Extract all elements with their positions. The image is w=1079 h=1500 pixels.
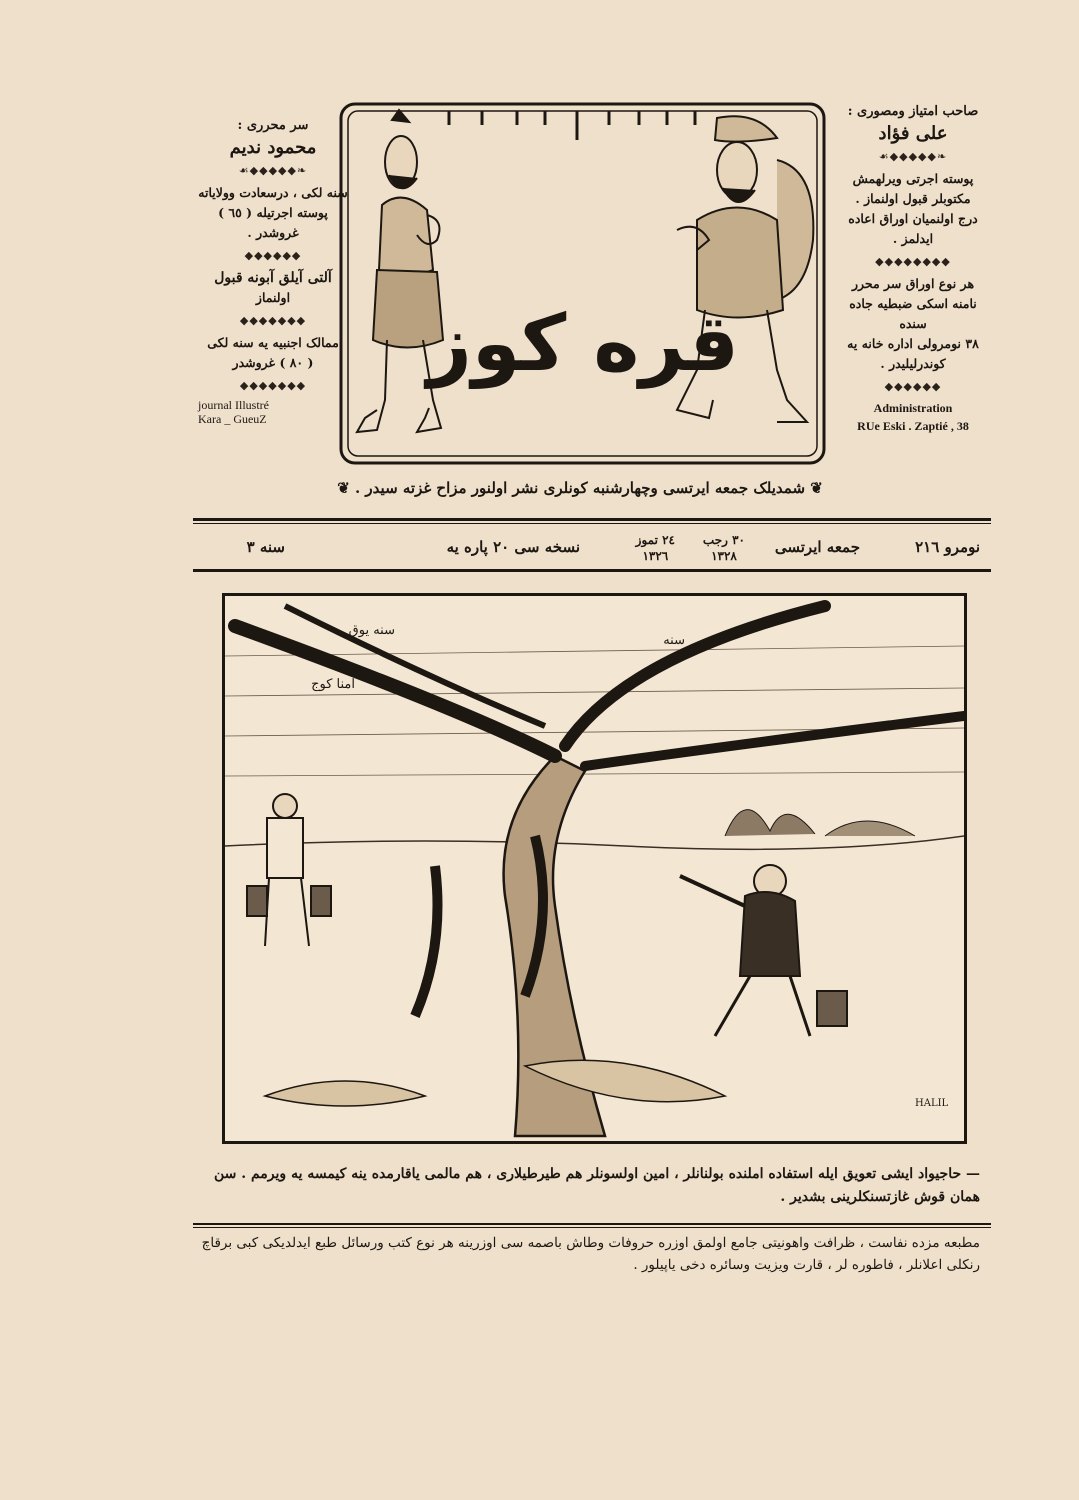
admin-address: RUe Eski . Zaptié , 38 — [857, 419, 969, 433]
masthead-title: قره کوز — [427, 299, 739, 389]
tagline-text: شمدیلک جمعه ایرتسی وچهارشنبه کونلری نشر اولنور مزاح غزته سیدر . — [354, 479, 806, 497]
masthead-frame — [337, 100, 828, 467]
hijri-date — [703, 532, 745, 564]
latin-subtitle: Kara _ GueuZ — [198, 412, 267, 426]
monthly-note-2: اولنماز — [255, 290, 291, 305]
ornament-divider: ❧◆◆◆◆◆☙ — [878, 150, 948, 163]
issue-day: جمعه ایرتسی — [774, 538, 860, 556]
ornament-divider: ◆◆◆◆◆◆ — [244, 249, 302, 262]
issue-price: نسخه سی ٢٠ پاره یه — [446, 538, 580, 556]
masthead — [337, 100, 828, 467]
cartoon-drawing — [225, 596, 964, 1141]
notice-line: کوندرلیلیدر . — [880, 356, 946, 371]
notice-line: درج اولنمیان اوراق اعاده — [848, 211, 978, 226]
issue-number: نومرو ٢١٦ — [915, 538, 980, 556]
notice-line: پوسته اجرتی ویرلهمش — [852, 171, 974, 186]
notice-block-1 — [838, 169, 988, 249]
cartoon-illustration — [222, 593, 967, 1144]
branch-label: امنا کوج — [311, 677, 355, 692]
left-info-column — [198, 118, 348, 426]
editor-name: محمود ندیم — [229, 137, 317, 158]
footer-rule — [193, 1223, 991, 1225]
right-info-column — [838, 104, 988, 435]
running-man-figure — [680, 865, 847, 1036]
issue-bar-top-rule — [193, 518, 991, 521]
notice-line: ۳۸ نومرولی اداره خانه یه — [847, 336, 979, 351]
footer-rule-thin — [193, 1227, 991, 1228]
owner-name: علی فؤاد — [878, 123, 948, 144]
issue-bar-top-rule-thin — [193, 523, 991, 524]
ornament: ❦ — [337, 479, 355, 497]
rumi-day: ۲٤ تموز — [635, 533, 675, 547]
ornament-divider: ◆◆◆◆◆◆◆ — [239, 379, 307, 392]
ornament-divider: ◆◆◆◆◆◆◆ — [239, 314, 307, 327]
issue-volume: سنه ٣ — [246, 538, 285, 556]
rumi-date — [636, 532, 675, 564]
foreign-line: ( ٨٠ ) غروشدر — [232, 355, 314, 370]
foreign-line: ممالک اجنبیه یه سنه لکی — [207, 335, 339, 350]
subscription-line: پوسته اجرتیله ( ٦٥ ) — [218, 205, 328, 220]
monthly-note: آلتی آیلق آبونه قبول — [214, 270, 332, 286]
ornament: ❦ — [805, 479, 823, 497]
branch-label: سنه یوق — [348, 623, 395, 638]
ornament-divider: ❧◆◆◆◆◆☙ — [238, 164, 308, 177]
walking-man-figure — [247, 794, 331, 946]
notice-line: مکتوبلر قبول اولنماز . — [855, 191, 971, 206]
owner-label: صاحب امتیاز ومصوری : — [847, 104, 979, 119]
artist-signature: HALIL — [915, 1098, 949, 1109]
branch-label: سنه — [663, 633, 685, 648]
notice-line: ایدلمز . — [892, 231, 934, 246]
subscription-line: سنه لکی ، درسعادت وولایاته — [198, 185, 348, 200]
caterpillars — [265, 836, 725, 1106]
subscription-block — [198, 183, 348, 243]
issue-bar-bottom-rule — [193, 569, 991, 572]
admin-label: Administration — [873, 401, 953, 415]
printing-press-notice: مطبعه مزده نفاست ، ظرافت واهونیتی جامع اولمق اوزره حروفات وطاش باصمه سی اوزرینه هر نوع کتب ورسائل طبع ایدلدیکی کبی برقاچ رنکلی اعلانلر ، فاطوره لر ، قارت ویزیت وسائره دخی یاپیلور . — [201, 1235, 980, 1273]
ornament-divider: ◆◆◆◆◆◆ — [884, 380, 942, 393]
tagline — [280, 479, 880, 497]
issue-bar — [200, 530, 990, 568]
foreign-block — [198, 333, 348, 373]
editor-label: سر محرری : — [237, 118, 309, 133]
notice-line: هر نوع اوراق سر محرر — [851, 276, 975, 291]
cartoon-caption: — حاجیواد ایشی تعویق ایله استفاده املنده بولنانلر ، امین اولسونلر هم طیرطیلاری ، هم مالمی یاقارمده ینه کیمسه یه ویرمم . سن همان قوش غازتسنکلرینی بشدیر . — [213, 1166, 980, 1205]
subscription-line: غروشدر . — [247, 225, 299, 240]
latin-title: journal Illustré — [198, 398, 269, 412]
hijri-day: ۳۰ رجب — [702, 533, 745, 547]
notice-line: نامنه اسکی ضبطیه جاده سنده — [849, 296, 977, 331]
rumi-year: ۱۳۲٦ — [642, 549, 669, 563]
notice-block-2 — [838, 274, 988, 374]
ornament-divider: ◆◆◆◆◆◆◆◆ — [875, 255, 951, 268]
hijri-year: ۱۳۲۸ — [711, 549, 737, 563]
